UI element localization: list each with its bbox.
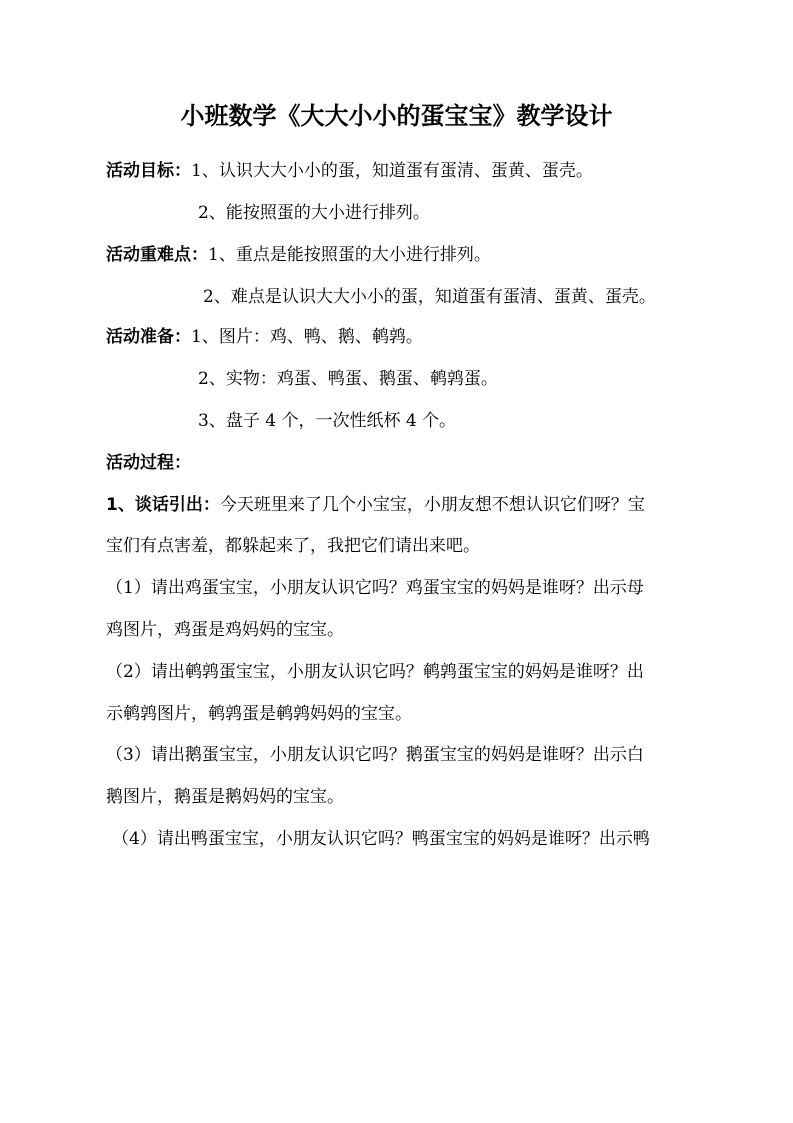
- paragraph-3-line-2: 鹅图片，鹅蛋是鹅妈妈的宝宝。: [106, 787, 344, 807]
- key-points-line-1: [106, 242, 491, 268]
- paragraph-1-line-2: 鸡图片，鸡蛋是鸡妈妈的宝宝。: [106, 620, 344, 640]
- paragraph-1-line-1: （1）请出鸡蛋宝宝，小朋友认识它吗？鸡蛋宝宝的妈妈是谁呀？出示母: [106, 578, 644, 598]
- key-points-item-1: 1、重点是能按照蛋的大小进行排列。: [208, 245, 491, 265]
- preparation-label: 活动准备：: [106, 327, 191, 347]
- paragraph-2-line-1: （2）请出鹌鹑蛋宝宝，小朋友认识它吗？鹌鹑蛋宝宝的妈妈是谁呀？出: [106, 662, 644, 682]
- page-title: 小班数学《大大小小的蛋宝宝》教学设计: [180, 102, 613, 130]
- preparation-item-3: 3、盘子 4 个，一次性纸杯 4 个。: [198, 411, 457, 431]
- preparation-item-1: 1、图片：鸡、鸭、鹅、鹌鹑。: [191, 327, 423, 347]
- paragraph-3-line-1: （3）请出鹅蛋宝宝，小朋友认识它吗？鹅蛋宝宝的妈妈是谁呀？出示白: [106, 745, 644, 765]
- paragraph-4-line-1: （4）请出鸭蛋宝宝，小朋友认识它吗？鸭蛋宝宝的妈妈是谁呀？出示鸭: [112, 829, 650, 849]
- goals-line-1: [106, 158, 593, 184]
- goals-item-2: 2、能按照蛋的大小进行排列。: [198, 203, 430, 223]
- paragraph-2-line-2: 示鹌鹑图片，鹌鹑蛋是鹌鹑妈妈的宝宝。: [106, 704, 412, 724]
- goals-item-1: 1、认识大大小小的蛋，知道蛋有蛋清、蛋黄、蛋壳。: [191, 161, 593, 181]
- step1-text-1: 今天班里来了几个小宝宝，小朋友想不想认识它们呀？宝: [219, 495, 645, 515]
- preparation-line-1: [106, 324, 423, 350]
- key-points-item-2: 2、难点是认识大大小小的蛋，知道蛋有蛋清、蛋黄、蛋壳。: [203, 287, 656, 307]
- goals-label: 活动目标：: [106, 161, 191, 181]
- step1-text-2: 宝们有点害羞，都躲起来了，我把它们请出来吧。: [106, 536, 480, 556]
- key-points-label: 活动重难点：: [106, 245, 208, 265]
- step1-label: 1、谈话引出：: [106, 495, 220, 515]
- process-label: 活动过程：: [106, 453, 191, 473]
- step1-line-1: [106, 492, 645, 518]
- preparation-item-2: 2、实物：鸡蛋、鸭蛋、鹅蛋、鹌鹑蛋。: [198, 369, 498, 389]
